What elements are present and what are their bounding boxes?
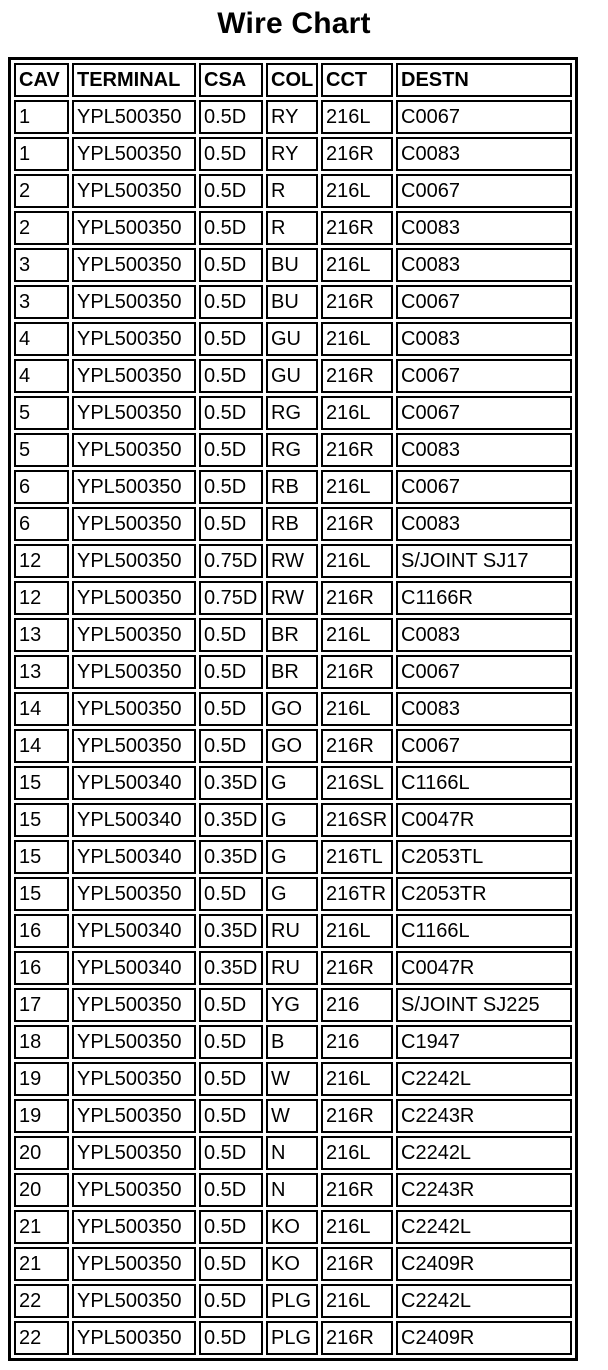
cav-cell: 19 bbox=[14, 1099, 69, 1133]
col-cell: G bbox=[266, 840, 318, 874]
col-cell: RG bbox=[266, 433, 318, 467]
csa-cell: 0.5D bbox=[199, 1210, 263, 1244]
terminal-cell: YPL500350 bbox=[72, 988, 196, 1022]
csa-cell: 0.5D bbox=[199, 1321, 263, 1355]
terminal-cell: YPL500340 bbox=[72, 951, 196, 985]
table-row bbox=[14, 840, 572, 874]
col-cell: KO bbox=[266, 1210, 318, 1244]
column-header-destn: DESTN bbox=[396, 63, 572, 97]
cct-cell: 216L bbox=[321, 914, 393, 948]
table-row bbox=[14, 248, 572, 282]
terminal-cell: YPL500350 bbox=[72, 174, 196, 208]
destn-cell: C0067 bbox=[396, 729, 572, 763]
csa-cell: 0.5D bbox=[199, 433, 263, 467]
destn-cell: C0083 bbox=[396, 507, 572, 541]
destn-cell: C1166L bbox=[396, 914, 572, 948]
csa-cell: 0.35D bbox=[199, 951, 263, 985]
cct-cell: 216L bbox=[321, 618, 393, 652]
terminal-cell: YPL500350 bbox=[72, 359, 196, 393]
col-cell: BR bbox=[266, 655, 318, 689]
cct-cell: 216R bbox=[321, 1099, 393, 1133]
cav-cell: 4 bbox=[14, 322, 69, 356]
terminal-cell: YPL500350 bbox=[72, 877, 196, 911]
col-cell: RU bbox=[266, 951, 318, 985]
table-row bbox=[14, 1062, 572, 1096]
cct-cell: 216L bbox=[321, 470, 393, 504]
table-row bbox=[14, 951, 572, 985]
cct-cell: 216R bbox=[321, 507, 393, 541]
cav-cell: 1 bbox=[14, 100, 69, 134]
csa-cell: 0.5D bbox=[199, 137, 263, 171]
col-cell: RY bbox=[266, 137, 318, 171]
destn-cell: S/JOINT SJ17 bbox=[396, 544, 572, 578]
col-cell: R bbox=[266, 174, 318, 208]
cct-cell: 216L bbox=[321, 174, 393, 208]
cav-cell: 22 bbox=[14, 1321, 69, 1355]
csa-cell: 0.5D bbox=[199, 1099, 263, 1133]
cct-cell: 216R bbox=[321, 729, 393, 763]
cav-cell: 3 bbox=[14, 285, 69, 319]
destn-cell: C0083 bbox=[396, 137, 572, 171]
cct-cell: 216L bbox=[321, 1062, 393, 1096]
terminal-cell: YPL500340 bbox=[72, 914, 196, 948]
cct-cell: 216SL bbox=[321, 766, 393, 800]
table-row bbox=[14, 1025, 572, 1059]
table-row bbox=[14, 359, 572, 393]
destn-cell: C1166L bbox=[396, 766, 572, 800]
cct-cell: 216R bbox=[321, 655, 393, 689]
table-row bbox=[14, 729, 572, 763]
cav-cell: 17 bbox=[14, 988, 69, 1022]
cav-cell: 15 bbox=[14, 877, 69, 911]
csa-cell: 0.5D bbox=[199, 729, 263, 763]
cct-cell: 216L bbox=[321, 1136, 393, 1170]
cct-cell: 216 bbox=[321, 988, 393, 1022]
csa-cell: 0.35D bbox=[199, 766, 263, 800]
terminal-cell: YPL500340 bbox=[72, 803, 196, 837]
csa-cell: 0.5D bbox=[199, 1136, 263, 1170]
terminal-cell: YPL500350 bbox=[72, 1025, 196, 1059]
col-cell: RW bbox=[266, 544, 318, 578]
cav-cell: 2 bbox=[14, 211, 69, 245]
terminal-cell: YPL500350 bbox=[72, 655, 196, 689]
terminal-cell: YPL500350 bbox=[72, 507, 196, 541]
destn-cell: C0083 bbox=[396, 248, 572, 282]
cct-cell: 216R bbox=[321, 137, 393, 171]
csa-cell: 0.5D bbox=[199, 692, 263, 726]
col-cell: GO bbox=[266, 692, 318, 726]
table-body bbox=[14, 100, 572, 1355]
terminal-cell: YPL500350 bbox=[72, 248, 196, 282]
col-cell: N bbox=[266, 1136, 318, 1170]
cav-cell: 19 bbox=[14, 1062, 69, 1096]
table-row bbox=[14, 1247, 572, 1281]
csa-cell: 0.5D bbox=[199, 396, 263, 430]
cav-cell: 20 bbox=[14, 1173, 69, 1207]
table-row bbox=[14, 544, 572, 578]
table-row bbox=[14, 396, 572, 430]
table-row bbox=[14, 174, 572, 208]
table-row bbox=[14, 877, 572, 911]
csa-cell: 0.75D bbox=[199, 544, 263, 578]
col-cell: BU bbox=[266, 248, 318, 282]
column-header-cav: CAV bbox=[14, 63, 69, 97]
terminal-cell: YPL500350 bbox=[72, 581, 196, 615]
terminal-cell: YPL500350 bbox=[72, 396, 196, 430]
cav-cell: 22 bbox=[14, 1284, 69, 1318]
table-row bbox=[14, 914, 572, 948]
col-cell: RU bbox=[266, 914, 318, 948]
table-row bbox=[14, 1173, 572, 1207]
col-cell: KO bbox=[266, 1247, 318, 1281]
col-cell: RB bbox=[266, 507, 318, 541]
destn-cell: C2409R bbox=[396, 1321, 572, 1355]
destn-cell: C2409R bbox=[396, 1247, 572, 1281]
csa-cell: 0.75D bbox=[199, 581, 263, 615]
csa-cell: 0.5D bbox=[199, 1247, 263, 1281]
column-header-cct: CCT bbox=[321, 63, 393, 97]
cct-cell: 216R bbox=[321, 581, 393, 615]
cct-cell: 216L bbox=[321, 396, 393, 430]
destn-cell: C2242L bbox=[396, 1210, 572, 1244]
terminal-cell: YPL500350 bbox=[72, 729, 196, 763]
destn-cell: C1166R bbox=[396, 581, 572, 615]
cav-cell: 2 bbox=[14, 174, 69, 208]
destn-cell: C0067 bbox=[396, 285, 572, 319]
column-header-terminal: TERMINAL bbox=[72, 63, 196, 97]
terminal-cell: YPL500350 bbox=[72, 1247, 196, 1281]
cct-cell: 216TR bbox=[321, 877, 393, 911]
destn-cell: C2243R bbox=[396, 1099, 572, 1133]
destn-cell: C2053TR bbox=[396, 877, 572, 911]
cav-cell: 6 bbox=[14, 507, 69, 541]
table-row bbox=[14, 470, 572, 504]
table-header-row bbox=[14, 63, 572, 97]
table-row bbox=[14, 581, 572, 615]
csa-cell: 0.5D bbox=[199, 174, 263, 208]
cav-cell: 13 bbox=[14, 618, 69, 652]
table-row bbox=[14, 655, 572, 689]
cct-cell: 216R bbox=[321, 1321, 393, 1355]
cct-cell: 216L bbox=[321, 248, 393, 282]
cct-cell: 216R bbox=[321, 1247, 393, 1281]
cav-cell: 1 bbox=[14, 137, 69, 171]
table-row bbox=[14, 766, 572, 800]
column-header-csa: CSA bbox=[199, 63, 263, 97]
destn-cell: C2242L bbox=[396, 1136, 572, 1170]
cav-cell: 12 bbox=[14, 544, 69, 578]
col-cell: PLG bbox=[266, 1284, 318, 1318]
terminal-cell: YPL500350 bbox=[72, 137, 196, 171]
cav-cell: 5 bbox=[14, 396, 69, 430]
csa-cell: 0.5D bbox=[199, 1173, 263, 1207]
terminal-cell: YPL500350 bbox=[72, 211, 196, 245]
destn-cell: C0067 bbox=[396, 174, 572, 208]
terminal-cell: YPL500350 bbox=[72, 1062, 196, 1096]
col-cell: GO bbox=[266, 729, 318, 763]
table-row bbox=[14, 1136, 572, 1170]
table-row bbox=[14, 137, 572, 171]
csa-cell: 0.5D bbox=[199, 988, 263, 1022]
destn-cell: C0083 bbox=[396, 618, 572, 652]
table-row bbox=[14, 692, 572, 726]
cav-cell: 3 bbox=[14, 248, 69, 282]
col-cell: YG bbox=[266, 988, 318, 1022]
table-row bbox=[14, 285, 572, 319]
destn-cell: C0067 bbox=[396, 470, 572, 504]
terminal-cell: YPL500340 bbox=[72, 840, 196, 874]
col-cell: B bbox=[266, 1025, 318, 1059]
page-title: Wire Chart bbox=[217, 7, 371, 40]
destn-cell: C0083 bbox=[396, 211, 572, 245]
col-cell: RB bbox=[266, 470, 318, 504]
terminal-cell: YPL500350 bbox=[72, 470, 196, 504]
cct-cell: 216R bbox=[321, 1173, 393, 1207]
terminal-cell: YPL500350 bbox=[72, 692, 196, 726]
terminal-cell: YPL500350 bbox=[72, 433, 196, 467]
terminal-cell: YPL500350 bbox=[72, 322, 196, 356]
column-header-col: COL bbox=[266, 63, 318, 97]
table-row bbox=[14, 211, 572, 245]
csa-cell: 0.5D bbox=[199, 1284, 263, 1318]
cav-cell: 13 bbox=[14, 655, 69, 689]
terminal-cell: YPL500350 bbox=[72, 1210, 196, 1244]
table-row bbox=[14, 322, 572, 356]
destn-cell: C0083 bbox=[396, 433, 572, 467]
cct-cell: 216R bbox=[321, 211, 393, 245]
col-cell: R bbox=[266, 211, 318, 245]
csa-cell: 0.35D bbox=[199, 914, 263, 948]
cav-cell: 6 bbox=[14, 470, 69, 504]
csa-cell: 0.5D bbox=[199, 285, 263, 319]
terminal-cell: YPL500350 bbox=[72, 544, 196, 578]
col-cell: W bbox=[266, 1099, 318, 1133]
cct-cell: 216R bbox=[321, 285, 393, 319]
csa-cell: 0.5D bbox=[199, 470, 263, 504]
col-cell: G bbox=[266, 766, 318, 800]
cct-cell: 216L bbox=[321, 1284, 393, 1318]
csa-cell: 0.5D bbox=[199, 1062, 263, 1096]
col-cell: G bbox=[266, 803, 318, 837]
destn-cell: C0067 bbox=[396, 100, 572, 134]
table-row bbox=[14, 803, 572, 837]
col-cell: W bbox=[266, 1062, 318, 1096]
terminal-cell: YPL500350 bbox=[72, 1136, 196, 1170]
terminal-cell: YPL500340 bbox=[72, 766, 196, 800]
destn-cell: C0047R bbox=[396, 803, 572, 837]
destn-cell: C2242L bbox=[396, 1284, 572, 1318]
destn-cell: C0067 bbox=[396, 396, 572, 430]
cct-cell: 216L bbox=[321, 544, 393, 578]
cct-cell: 216R bbox=[321, 951, 393, 985]
col-cell: GU bbox=[266, 359, 318, 393]
col-cell: PLG bbox=[266, 1321, 318, 1355]
destn-cell: C2243R bbox=[396, 1173, 572, 1207]
col-cell: N bbox=[266, 1173, 318, 1207]
cav-cell: 5 bbox=[14, 433, 69, 467]
wire-chart-table bbox=[11, 60, 575, 1358]
cav-cell: 21 bbox=[14, 1210, 69, 1244]
csa-cell: 0.35D bbox=[199, 840, 263, 874]
cav-cell: 21 bbox=[14, 1247, 69, 1281]
cct-cell: 216L bbox=[321, 322, 393, 356]
csa-cell: 0.5D bbox=[199, 655, 263, 689]
cct-cell: 216 bbox=[321, 1025, 393, 1059]
col-cell: G bbox=[266, 877, 318, 911]
col-cell: BR bbox=[266, 618, 318, 652]
cav-cell: 16 bbox=[14, 914, 69, 948]
csa-cell: 0.5D bbox=[199, 211, 263, 245]
cav-cell: 20 bbox=[14, 1136, 69, 1170]
table-row bbox=[14, 618, 572, 652]
csa-cell: 0.5D bbox=[199, 248, 263, 282]
cct-cell: 216L bbox=[321, 1210, 393, 1244]
terminal-cell: YPL500350 bbox=[72, 100, 196, 134]
cct-cell: 216R bbox=[321, 433, 393, 467]
csa-cell: 0.5D bbox=[199, 507, 263, 541]
table-row bbox=[14, 1099, 572, 1133]
cav-cell: 14 bbox=[14, 729, 69, 763]
cct-cell: 216L bbox=[321, 100, 393, 134]
col-cell: BU bbox=[266, 285, 318, 319]
csa-cell: 0.5D bbox=[199, 618, 263, 652]
table-row bbox=[14, 100, 572, 134]
terminal-cell: YPL500350 bbox=[72, 1099, 196, 1133]
destn-cell: C0067 bbox=[396, 655, 572, 689]
csa-cell: 0.5D bbox=[199, 322, 263, 356]
cav-cell: 15 bbox=[14, 766, 69, 800]
table-row bbox=[14, 507, 572, 541]
terminal-cell: YPL500350 bbox=[72, 285, 196, 319]
cav-cell: 15 bbox=[14, 840, 69, 874]
terminal-cell: YPL500350 bbox=[72, 1173, 196, 1207]
cct-cell: 216R bbox=[321, 359, 393, 393]
cav-cell: 18 bbox=[14, 1025, 69, 1059]
destn-cell: C2053TL bbox=[396, 840, 572, 874]
terminal-cell: YPL500350 bbox=[72, 1284, 196, 1318]
cav-cell: 16 bbox=[14, 951, 69, 985]
cct-cell: 216TL bbox=[321, 840, 393, 874]
csa-cell: 0.5D bbox=[199, 359, 263, 393]
destn-cell: S/JOINT SJ225 bbox=[396, 988, 572, 1022]
table-row bbox=[14, 1210, 572, 1244]
table-row bbox=[14, 988, 572, 1022]
destn-cell: C0083 bbox=[396, 692, 572, 726]
wire-chart-table-frame bbox=[8, 57, 578, 1361]
csa-cell: 0.5D bbox=[199, 1025, 263, 1059]
destn-cell: C0047R bbox=[396, 951, 572, 985]
cav-cell: 12 bbox=[14, 581, 69, 615]
terminal-cell: YPL500350 bbox=[72, 618, 196, 652]
col-cell: RY bbox=[266, 100, 318, 134]
cav-cell: 15 bbox=[14, 803, 69, 837]
destn-cell: C1947 bbox=[396, 1025, 572, 1059]
table-row bbox=[14, 1284, 572, 1318]
col-cell: RW bbox=[266, 581, 318, 615]
destn-cell: C2242L bbox=[396, 1062, 572, 1096]
col-cell: RG bbox=[266, 396, 318, 430]
cct-cell: 216L bbox=[321, 692, 393, 726]
csa-cell: 0.5D bbox=[199, 100, 263, 134]
csa-cell: 0.35D bbox=[199, 803, 263, 837]
csa-cell: 0.5D bbox=[199, 877, 263, 911]
col-cell: GU bbox=[266, 322, 318, 356]
destn-cell: C0083 bbox=[396, 322, 572, 356]
destn-cell: C0067 bbox=[396, 359, 572, 393]
cav-cell: 4 bbox=[14, 359, 69, 393]
table-row bbox=[14, 433, 572, 467]
table-row bbox=[14, 1321, 572, 1355]
terminal-cell: YPL500350 bbox=[72, 1321, 196, 1355]
cav-cell: 14 bbox=[14, 692, 69, 726]
cct-cell: 216SR bbox=[321, 803, 393, 837]
